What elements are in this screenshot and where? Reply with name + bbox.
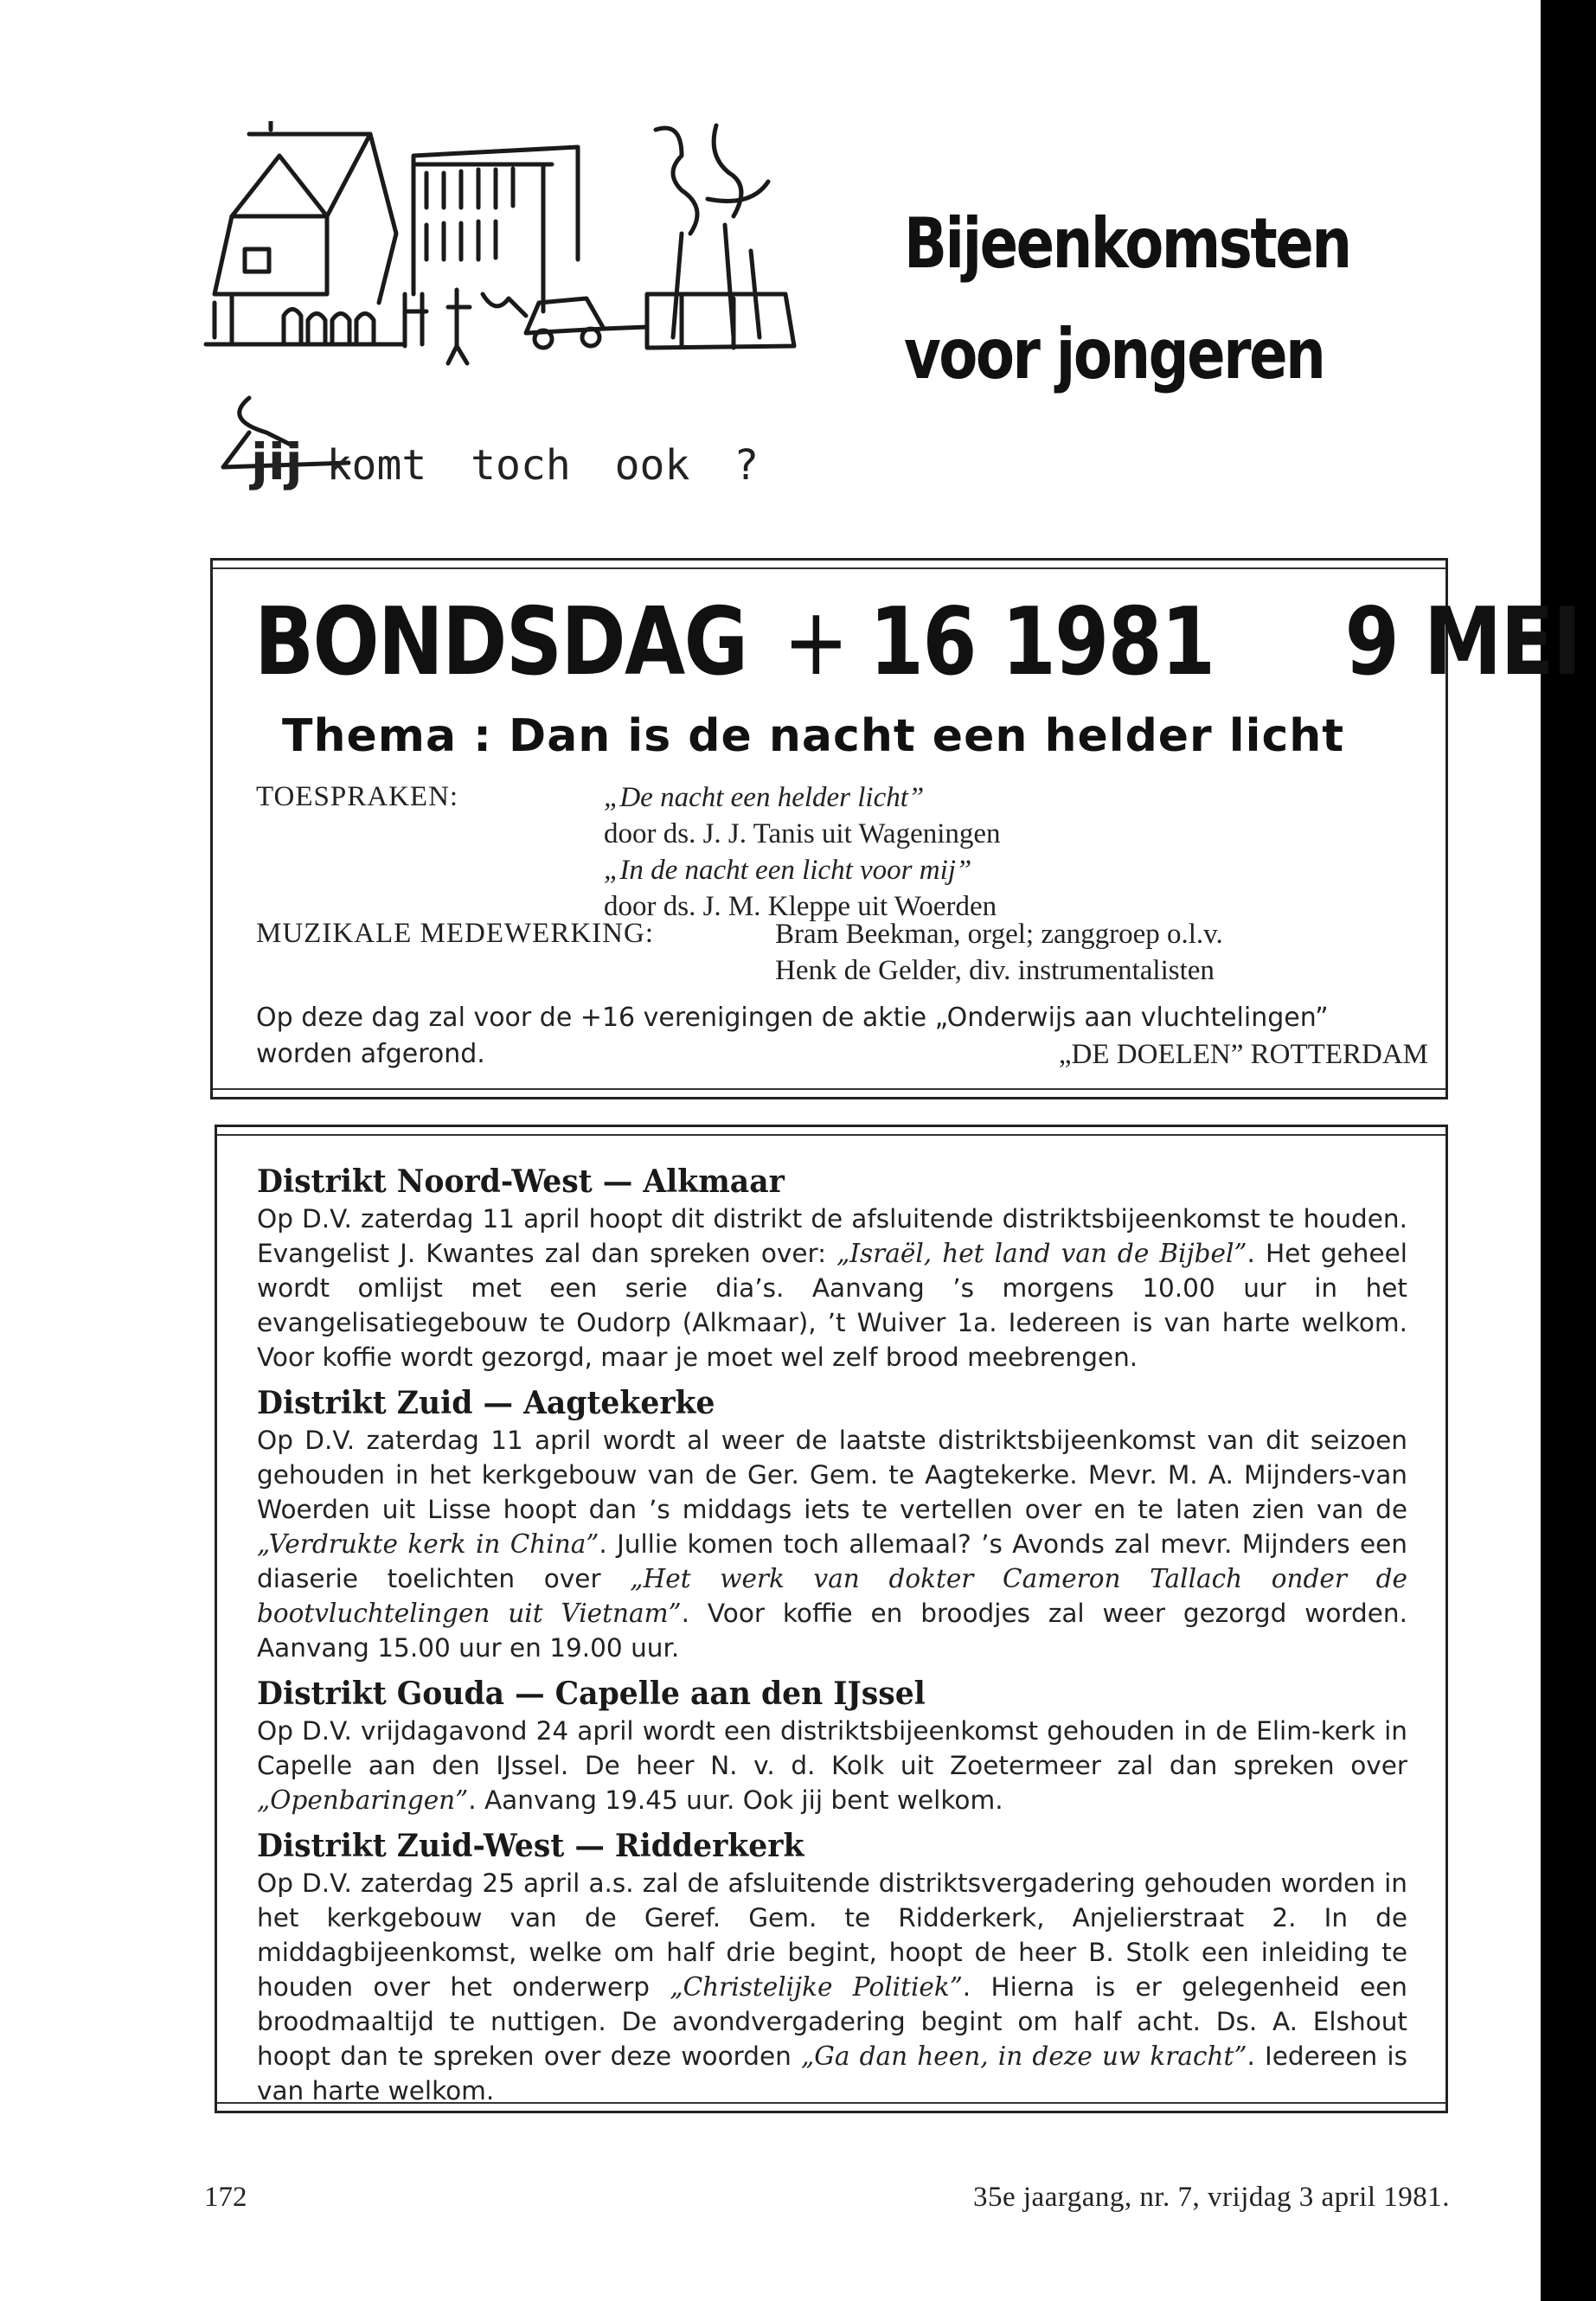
district-gouda xyxy=(257,1674,1407,1817)
district-zuid-west xyxy=(257,1826,1407,2108)
speech-2 xyxy=(604,852,997,925)
district-text: Op D.V. zaterdag 25 april a.s. zal de afsluitende distriktsvergadering gehouden worden in het kerkgebouw van de Geref. Gem. te Ridderkerk, Anjelierstraat 2. In de middagbijeenkomst, welke om half drie begint, hoopt de heer B. Stolk een inleiding te houden over het onderwerp „Christelijke Politiek”. Hierna is er gelegenheid een broodmaaltijd te nuttigen. De avondvergadering begint om half acht. Ds. A. Elshout hoopt dan te spreken over deze woorden „Ga dan heen, in deze uw kracht”. Iedereen is van harte welkom. xyxy=(257,1868,1407,2106)
theme-line: Thema : Dan is de nacht een helder licht xyxy=(282,710,1345,762)
tagline-rest: komt toch ook ? xyxy=(326,441,760,490)
speech-2-title: „In de nacht een licht voor mij” xyxy=(604,855,972,886)
header-title xyxy=(904,189,1350,410)
venue: „DE DOELEN” ROTTERDAM xyxy=(1058,1039,1428,1070)
page-number: 172 xyxy=(204,2182,247,2213)
district-list xyxy=(257,1162,1407,2117)
campaign-note xyxy=(256,1000,1428,1073)
district-zuid xyxy=(257,1383,1407,1665)
divider xyxy=(213,567,1445,569)
district-heading: Distrikt Noord-West — Alkmaar xyxy=(257,1163,785,1200)
music-line-2: Henk de Gelder, div. instrumentalisten xyxy=(775,955,1215,986)
district-heading: Distrikt Gouda — Capelle aan den IJssel xyxy=(257,1676,926,1712)
districts-box xyxy=(215,1125,1448,2113)
music-label: MUZIKALE MEDEWERKING: xyxy=(256,918,655,949)
speeches-label: TOESPRAKEN: xyxy=(256,781,459,812)
speech-1 xyxy=(604,779,1001,852)
divider xyxy=(217,2102,1445,2104)
bondsdag-date: 9 MEI xyxy=(1344,588,1580,696)
header-title-line2: voor jongeren xyxy=(904,314,1324,394)
campaign-note-text: Op deze dag zal voor de +16 verenigingen de aktie „Onderwijs aan vluchtelingen” worden afgerond. xyxy=(256,1003,1329,1069)
header-title-line1: Bijeenkomsten xyxy=(904,203,1350,284)
district-text: Op D.V. zaterdag 11 april wordt al weer de laatste distriktsbijeenkomst van dit seizoen gehouden in het kerkgebouw van de Ger. Gem. te Aagtekerke. Mevr. M. A. Mijnders-van Woerden uit Lisse hoopt dan ’s middags iets te vertellen over en te laten zien van de „Verdrukte kerk in China”. Jullie komen toch allemaal? ’s Avonds zal mevr. Mijnders een diaserie toelichten over „Het werk van dokter Cameron Tallach onder de bootvluchtelingen uit Vietnam”. Voor koffie en broodjes zal weer gezorgd worden. Aanvang 15.00 uur en 19.00 uur. xyxy=(257,1426,1407,1663)
cross-symbol: + xyxy=(783,588,848,696)
speech-1-speaker: door ds. J. J. Tanis uit Wageningen xyxy=(604,818,1001,849)
divider xyxy=(217,1134,1445,1136)
divider xyxy=(213,1088,1445,1090)
speech-2-speaker: door ds. J. M. Kleppe uit Woerden xyxy=(604,891,997,922)
bondsdag-box xyxy=(210,558,1580,1099)
district-text: Op D.V. vrijdagavond 24 april wordt een distriktsbijeenkomst gehouden in de Elim-kerk in Capelle aan den IJssel. De heer N. v. d. Kolk uit Zoetermeer zal dan spreken over „Openbaringen”. Aanvang 19.45 uur. Ook jij bent welkom. xyxy=(257,1716,1407,1815)
tagline-jij: jij xyxy=(251,433,303,491)
issue-info: 35e jaargang, nr. 7, vrijdag 3 april 1981. xyxy=(972,2182,1450,2213)
music-line-1: Bram Beekman, orgel; zanggroep o.l.v. xyxy=(775,919,1223,950)
bondsdag-title xyxy=(254,578,1580,708)
scan-edge-bar xyxy=(1541,0,1596,2301)
district-text: Op D.V. zaterdag 11 april hoopt dit distrikt de afsluitende distriktsbijeenkomst te houden. Evangelist J. Kwantes zal dan spreken over: „Israël, het land van de Bijbel”. Het geheel wordt omlijst met een serie dia’s. Aanvang ’s morgens 10.00 uur in het evangelisatiegebouw te Oudorp (Alkmaar), ’t Wuiver 1a. Iedereen is van harte welkom. Voor koffie wordt gezorgd, maar je moet wel zelf brood meebrengen. xyxy=(257,1204,1407,1372)
district-heading: Distrikt Zuid-West — Ridderkerk xyxy=(257,1828,804,1864)
district-noord-west xyxy=(257,1162,1407,1375)
district-heading: Distrikt Zuid — Aagtekerke xyxy=(257,1385,715,1421)
speech-1-title: „De nacht een helder licht” xyxy=(604,782,925,813)
bondsdag-word: BONDSDAG xyxy=(254,588,747,696)
music-details xyxy=(775,916,1433,989)
church-village-illustration xyxy=(197,121,820,476)
tagline xyxy=(251,433,759,491)
bondsdag-number: 16 1981 xyxy=(869,588,1215,696)
